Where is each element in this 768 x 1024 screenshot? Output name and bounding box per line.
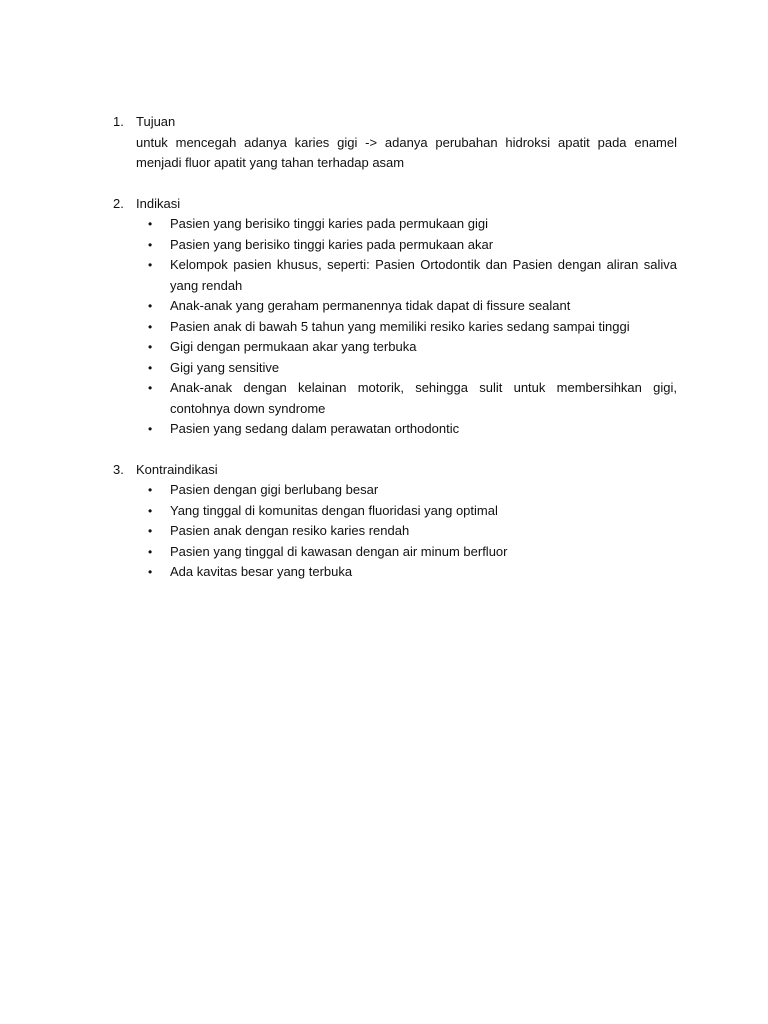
- list-item-text: Anak-anak dengan kelainan motorik, sehingga sulit untuk membersihkan gigi, contohnya down syndrome: [170, 380, 677, 416]
- section-number: 3.: [113, 461, 124, 477]
- section-tujuan: [113, 112, 677, 174]
- section-heading: Tujuan: [136, 114, 176, 129]
- list-item-text: Pasien yang tinggal di kawasan dengan air minum berfluor: [170, 543, 508, 559]
- bullet-icon: •: [148, 524, 153, 538]
- bullet-icon: •: [148, 565, 153, 579]
- section-heading: Indikasi: [136, 195, 181, 211]
- bullet-icon: •: [148, 483, 153, 497]
- list-item: [146, 358, 677, 379]
- bullet-icon: •: [148, 319, 153, 334]
- bullet-icon: •: [148, 360, 153, 375]
- list-item: [146, 480, 677, 501]
- bullet-icon: •: [148, 422, 153, 436]
- list-item-text: Pasien yang berisiko tinggi karies pada permukaan akar: [170, 236, 494, 252]
- list-item: [146, 214, 677, 235]
- list-item-text: Kelompok pasien khusus, seperti: Pasien Ortodontik dan Pasien dengan aliran saliva yang rendah: [170, 257, 677, 293]
- bullet-icon: •: [148, 503, 153, 518]
- bullet-icon: •: [148, 217, 153, 231]
- list-item: [146, 378, 677, 419]
- list-item: [146, 235, 677, 256]
- section-paragraph: untuk mencegah adanya karies gigi -> adanya perubahan hidroksi apatit pada enamel menjadi fluor apatit yang tahan terhadap asam: [136, 134, 677, 170]
- list-item: [146, 317, 677, 338]
- list-item-text: Ada kavitas besar yang terbuka: [170, 564, 353, 579]
- section-heading: Kontraindikasi: [136, 461, 218, 477]
- bullet-list-indikasi: [113, 214, 677, 440]
- list-item: [146, 521, 677, 542]
- bullet-icon: •: [148, 299, 153, 313]
- list-item: [146, 501, 677, 522]
- section-number: 2.: [113, 195, 124, 211]
- section-kontraindikasi: [113, 460, 677, 583]
- bullet-icon: •: [148, 258, 153, 272]
- list-item-text: Anak-anak yang geraham permanennya tidak dapat di fissure sealant: [170, 298, 571, 313]
- list-item: [146, 337, 677, 358]
- list-item-text: Yang tinggal di komunitas dengan fluoridasi yang optimal: [170, 502, 498, 518]
- bullet-icon: •: [148, 340, 153, 354]
- list-item: [146, 296, 677, 317]
- list-item-text: Gigi yang sensitive: [170, 359, 280, 375]
- list-item-text: Pasien dengan gigi berlubang besar: [170, 482, 379, 497]
- list-item: [146, 419, 677, 440]
- list-item-text: Gigi dengan permukaan akar yang terbuka: [170, 339, 417, 354]
- section-indikasi: [113, 194, 677, 440]
- list-item: [146, 542, 677, 563]
- bullet-icon: •: [148, 544, 153, 559]
- list-item-text: Pasien anak dengan resiko karies rendah: [170, 523, 410, 538]
- bullet-list-kontraindikasi: [113, 480, 677, 583]
- section-heading-row: [113, 194, 677, 215]
- section-heading-row: [113, 460, 677, 481]
- bullet-icon: •: [148, 237, 153, 252]
- list-item-text: Pasien yang berisiko tinggi karies pada permukaan gigi: [170, 216, 488, 231]
- section-heading-row: [113, 112, 677, 133]
- list-item-text: Pasien yang sedang dalam perawatan orthodontic: [170, 421, 460, 436]
- list-item: [146, 255, 677, 296]
- list-item: [146, 562, 677, 583]
- list-item-text: Pasien anak di bawah 5 tahun yang memiliki resiko karies sedang sampai tinggi: [170, 318, 630, 334]
- section-number: 1.: [113, 114, 124, 129]
- document-body: [113, 112, 677, 603]
- bullet-icon: •: [148, 381, 153, 395]
